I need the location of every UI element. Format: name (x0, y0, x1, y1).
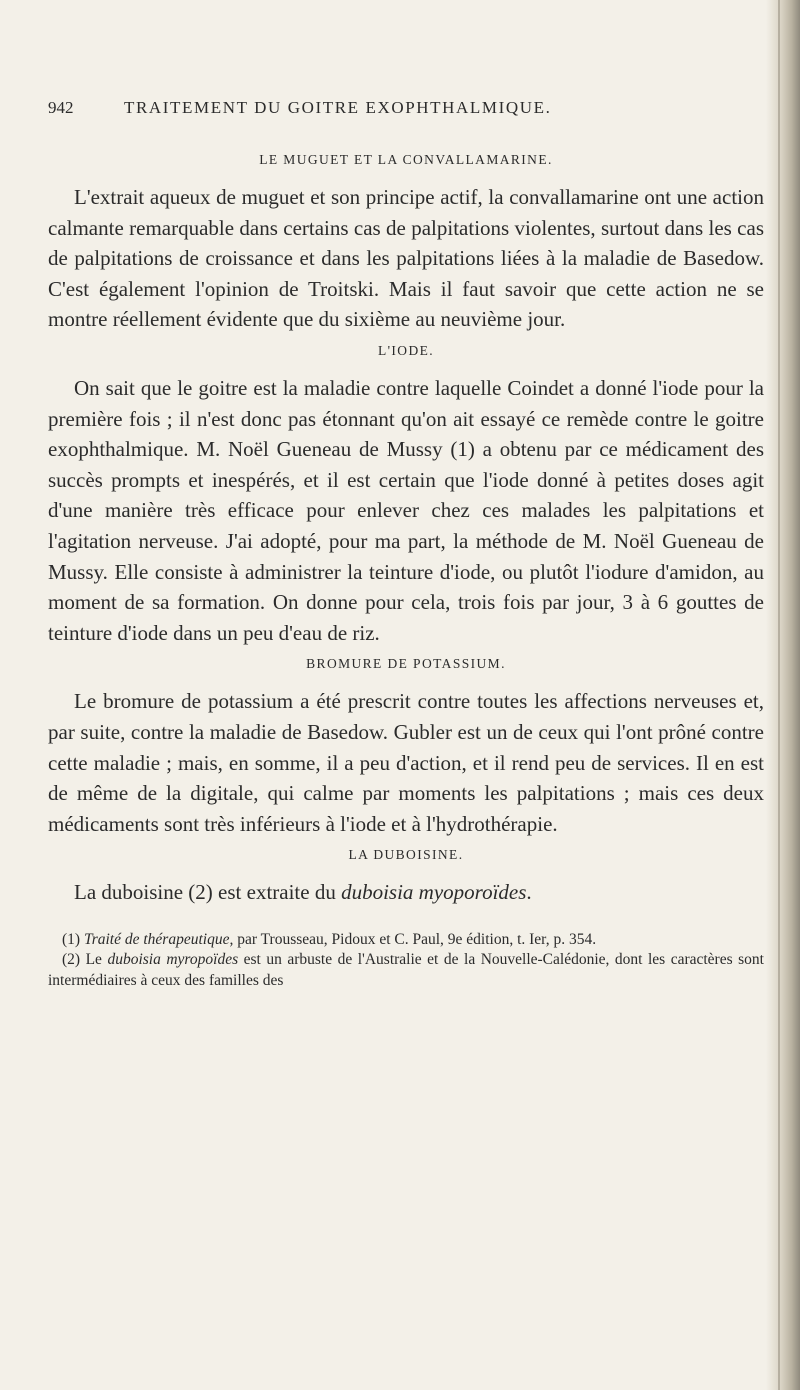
footnote-2-lead: Le (80, 951, 108, 969)
page-edge-shadow (766, 0, 800, 1390)
footnote-1-mark: (1) (62, 930, 81, 948)
paragraph-duboisine (48, 877, 764, 908)
footnote-2-species: duboisia myropoïdes (107, 951, 239, 969)
section-heading-iode: L'IODE. (377, 342, 435, 358)
footnote-1-text: par Trousseau, Pidoux et C. Paul, 9e édition, t. Ier, p. 354. (233, 930, 597, 948)
section-heading-bromure: BROMURE DE POTASSIUM. (306, 656, 506, 672)
footnote-1 (48, 930, 764, 951)
page-edge-line (778, 0, 780, 1390)
footnote-2 (48, 950, 764, 991)
running-head (48, 98, 764, 122)
footnotes (48, 930, 764, 992)
duboisine-species-italic: duboisia myoporoïdes (341, 880, 527, 905)
footnote-2-mark: (2) (62, 951, 81, 969)
footnote-2-text: est un arbuste de l'Australie et de la Nouvelle-Calédonie, dont les caractères sont intermédiaires à ceux des familles des (48, 951, 764, 989)
section-heading-duboisine: LA DUBOISINE. (348, 847, 464, 863)
page-number: 942 (48, 98, 74, 117)
footnote-1-title: Traité de thérapeutique, (83, 930, 234, 948)
book-page (48, 98, 764, 991)
paragraph-bromure: Le bromure de potassium a été prescrit contre toutes les affections nerveuses et, par suite, contre la maladie de Basedow. Gubler est un de ceux qui l'ont prôné contre cette maladie ; mais, en somme, il a peu d'action, et il rend peu de services. Il en est de même de la digitale, qui calme par moments les palpitations ; mais ces deux médicaments sont très inférieurs à l'iode et à l'hydrothérapie. (48, 689, 764, 836)
duboisine-text-start: La duboisine (2) est extraite du (74, 880, 342, 905)
paragraph-iode: On sait que le goitre est la maladie contre laquelle Coindet a donné l'iode pour la première fois ; il n'est donc pas étonnant qu'on ait essayé ce remède contre le goitre exophthalmique. M. Noël Gueneau de Mussy (1) a obtenu par ce médicament des succès prompts et inespérés, et il est certain que l'iode donné à petites doses agit d'une manière très efficace pour enlever chez ces malades les palpitations et l'agitation nerveuse. J'ai adopté, pour ma part, la méthode de M. Noël Gueneau de Mussy. Elle consiste à administrer la teinture d'iode, ou plutôt l'iodure d'amidon, au moment de sa formation. On donne pour cela, trois fois par jour, 3 à 6 gouttes de teinture d'iode dans un peu d'eau de riz. (48, 375, 764, 645)
paragraph-muguet: L'extrait aqueux de muguet et son principe actif, la convallamarine ont une action calmante remarquable dans certains cas de palpitations violentes, surtout dans les cas de palpitations de croissance et dans les palpitations liées à la maladie de Basedow. C'est également l'opinion de Troitski. Mais il faut savoir que cette action ne se montre réellement évidente que du sixième au neuvième jour. (48, 185, 764, 332)
running-title: TRAITEMENT DU GOITRE EXOPHTHALMIQUE. (124, 98, 552, 117)
duboisine-text-end: . (526, 880, 532, 905)
section-heading-muguet: LE MUGUET ET LA CONVALLAMARINE. (259, 152, 553, 167)
